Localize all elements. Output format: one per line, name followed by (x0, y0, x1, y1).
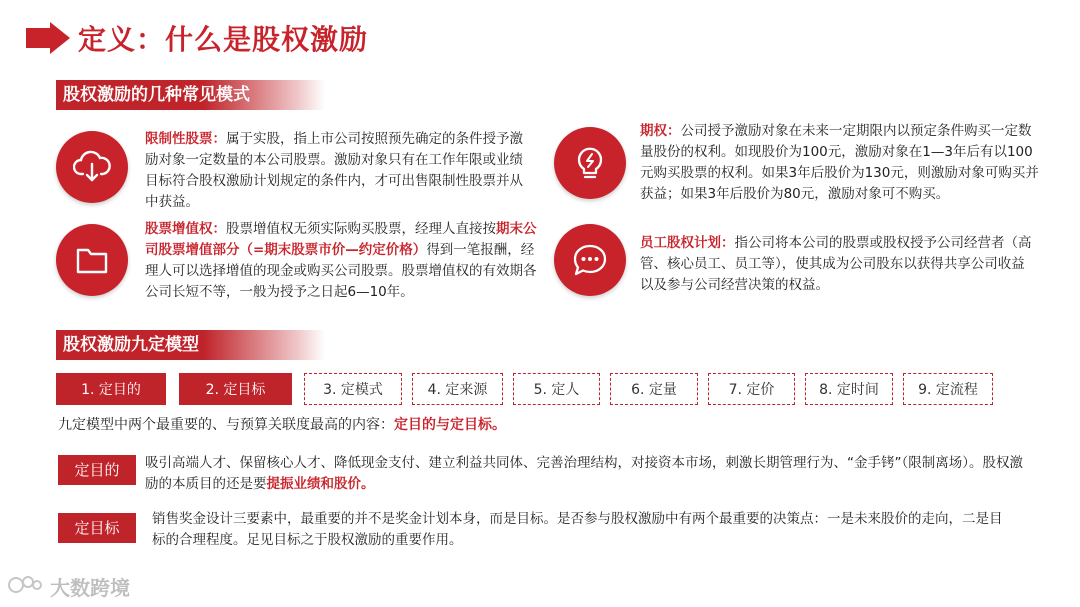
chat-bubble-icon (572, 243, 608, 277)
step-1[interactable]: 1. 定目的 (56, 373, 166, 405)
mode-text-esop (640, 233, 1038, 296)
step-9[interactable]: 9. 定流程 (903, 373, 993, 405)
lightbulb-icon (575, 145, 605, 181)
step-7[interactable]: 7. 定价 (708, 373, 795, 405)
watermark-logo (6, 568, 146, 602)
folder-icon (75, 245, 109, 275)
mode-label-esop: 员工股权计划： (640, 235, 735, 251)
summary-line (58, 415, 1018, 436)
mode-icon-esop (554, 224, 626, 296)
title-arrow-icon (26, 22, 70, 54)
target-text: 销售奖金设计三要素中，最重要的并不是奖金计划本身，而是目标。是否参与股权激励中有两个最重要的决策点：一是未来股价的走向，二是目标的合理程度。足见目标之于股权激励的重要作用。 (152, 511, 1003, 548)
mode-desc-esop: 指公司将本公司的股票或股权授予公司经营者（高管、核心员工、员工等），使其成为公司股东以获得共享公司收益以及参与公司经营决策的权益。 (640, 235, 1032, 293)
purpose-highlight: 提振业绩和股价。 (266, 476, 375, 492)
step-5[interactable]: 5. 定人 (513, 373, 600, 405)
target-tag: 定目标 (58, 513, 136, 543)
purpose-text: 吸引高端人才、保留核心人才、降低现金支付、建立利益共同体、完善治理结构，对接资本市场，刺激长期管理行为、“金手铐”（限制离场）。股权激励的本质目的还是要 (145, 455, 1023, 492)
purpose-text-block (145, 453, 1025, 495)
step-2[interactable]: 2. 定目标 (179, 373, 292, 405)
mode-icon-restricted (56, 131, 128, 203)
section-title-nine-model: 股权激励九定模型 (56, 330, 325, 360)
cloud-download-icon (73, 150, 111, 184)
purpose-tag: 定目的 (58, 455, 136, 485)
step-6[interactable]: 6. 定量 (610, 373, 698, 405)
summary-text: 九定模型中两个最重要的、与预算关联度最高的内容： (58, 417, 394, 433)
mode-desc-appreciation-2: 得到一笔报酬，经理人可以选择增值的现金或购买公司股票。股票增值权的有效期各公司长短不等，一般为授予之日起6—10年。 (145, 242, 537, 300)
mode-label-restricted: 限制性股票： (145, 131, 226, 147)
mode-desc-restricted: 属于实股，指上市公司按照预先确定的条件授予激励对象一定数量的本公司股票。激励对象只有在工作年限或业绩目标符合股权激励计划规定的条件内，才可出售限制性股票并从中获益。 (145, 131, 523, 210)
mode-text-restricted (145, 129, 523, 213)
step-8[interactable]: 8. 定时间 (805, 373, 893, 405)
page-title: 定义：什么是股权激励 (78, 23, 369, 56)
mode-desc-appreciation-1: 股票增值权无须实际购买股票，经理人直接按 (226, 221, 496, 237)
mode-label-option: 期权： (640, 123, 681, 139)
summary-highlight: 定目的与定目标。 (394, 417, 506, 433)
watermark-icon (6, 572, 46, 598)
mode-text-appreciation (145, 219, 540, 303)
mode-highlight-appreciation: 期末公司股票增值部分（=期末股票市价—约定价格） (145, 221, 537, 258)
mode-label-appreciation: 股票增值权： (145, 221, 226, 237)
watermark-text: 大数跨境 (50, 576, 130, 600)
mode-icon-option (554, 127, 626, 199)
step-3[interactable]: 3. 定模式 (304, 373, 402, 405)
step-4[interactable]: 4. 定来源 (412, 373, 503, 405)
mode-desc-option: 公司授予激励对象在未来一定期限内以预定条件购买一定数量股份的权利。如现股价为100元，激励对象在1—3年后有以100元购买股票的权利。如果3年后股价为130元，则激励对象可购买并获益；如果3年后股价为80元，激励对象可不购买。 (640, 123, 1039, 202)
mode-text-option (640, 121, 1040, 205)
mode-icon-appreciation (56, 224, 128, 296)
section-title-modes: 股权激励的几种常见模式 (56, 80, 325, 110)
